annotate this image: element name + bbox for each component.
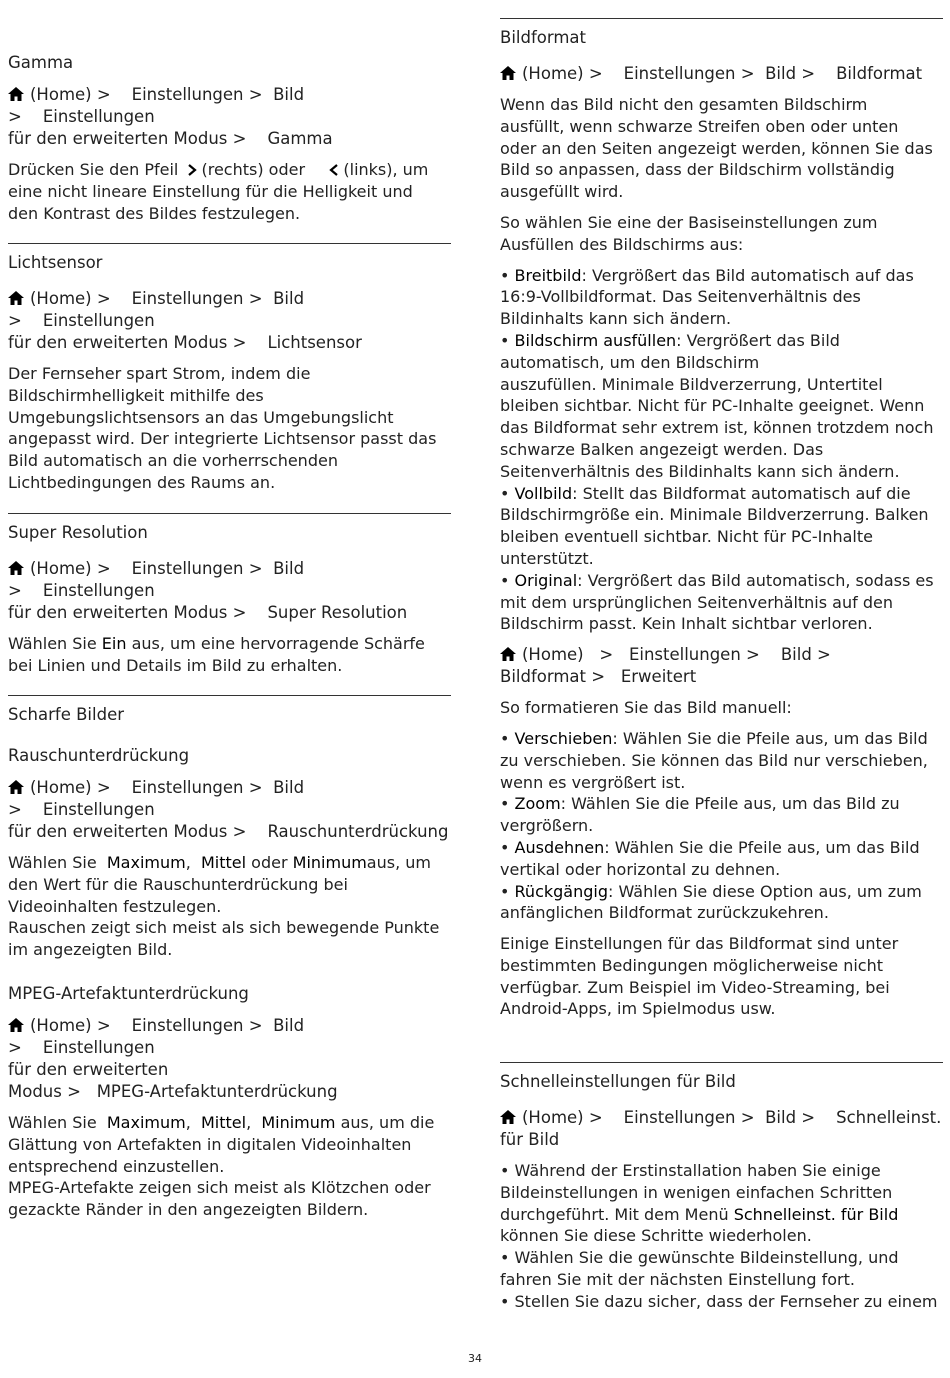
section-title: Schnelleinstellungen für Bild — [500, 1072, 736, 1091]
section-text: Wählen Sie Ein aus, um eine hervorragende Schärfe bei Linien und Details im Bild zu erhalten. — [8, 634, 425, 675]
section-gamma — [8, 52, 451, 224]
section-text: Der Fernseher spart Strom, indem die Bildschirmhelligkeit mithilfe des Umgebungslichtsensors an das Umgebungslicht angepasst wird. Der integrierte Lichtsensor passt das Bild automatisch an die vorherrschenden Lichtbedingungen des Raums an. — [8, 364, 437, 492]
chevron-left-icon — [329, 164, 339, 176]
section-mpeg — [8, 983, 451, 1221]
menu-path: (Home) > Einstellungen > Bild > Schnelleinst. für Bild — [500, 1108, 942, 1149]
page-number: 34 — [468, 1352, 482, 1365]
home-icon — [8, 291, 24, 305]
section-title: Gamma — [8, 53, 74, 72]
section-text: Wählen Sie Maximum, Mittel oder Minimumaus, um den Wert für die Rauschunterdrückung bei Videoinhalten festzulegen. Rauschen zeigt sich meist als sich bewegende Punkte im angezeigten Bild. — [8, 853, 440, 960]
menu-path: (Home) > Einstellungen > Bild > Einstellungen für den erweiterten Modus > Lichtsensor — [8, 289, 362, 352]
section-scharfe-bilder — [8, 695, 451, 961]
menu-path: (Home) > Einstellungen > Bild > Einstellungen für den erweiterten Modus > Rauschunterdrückung — [8, 778, 449, 841]
section-text: Drücken Sie den Pfeil (rechts) oder (links), um eine nicht lineare Einstellung für die Helligkeit und den Kontrast des Bildes festzulegen. — [8, 160, 429, 223]
menu-path: (Home) > Einstellungen > Bild > Bildformat — [500, 63, 943, 85]
home-icon — [500, 647, 516, 661]
home-icon — [8, 87, 24, 101]
basis-options: • Breitbild: Vergrößert das Bild automatisch auf das 16:9-Vollbildformat. Das Seitenverhältnis des Bildinhalts kann sich ändern. • Bildschirm ausfüllen: Vergrößert das Bild automatisch, um den Bildschirm auszufüllen. Minimale Bildverzerrung, Untertitel bleiben sichtbar. Nicht für PC-Inhalte geeignet. Wenn das Bildformat sehr extrem ist, können trotzdem noch schwarze Balken angezeigt werden. Das Seitenverhältnis des Bildinhalts kann sich ändern. • Vollbild: Stellt das Bildformat automatisch auf die Bildschirmgröße ein. Minimale Bildverzerrung. Balken bleiben eventuell sichtbar. Nicht für PC-Inhalte unterstützt. • Original: Vergrößert das Bild automatisch, sodass es mit dem ursprünglichen Seitenverhältnis auf den Bildschirm passt. Kein Inhalt sichtbar verloren. — [500, 265, 934, 634]
home-icon — [8, 561, 24, 575]
section-bildformat — [500, 18, 943, 1020]
manual-options: • Verschieben: Wählen Sie die Pfeile aus, um das Bild zu verschieben. Sie können das Bild nur verschieben, wenn es vergrößert ist. • Zoom: Wählen Sie die Pfeile aus, um das Bild zu vergrößern. • Ausdehnen: Wählen Sie die Pfeile aus, um das Bild vertikal oder horizontal zu dehnen. • Rückgängig: Wählen Sie diese Option aus, um zum anfänglichen Bildformat zurückzukehren. — [500, 728, 928, 923]
section-lichtsensor — [8, 243, 451, 494]
section-title: Scharfe Bilder — [8, 705, 124, 724]
chevron-right-icon — [187, 164, 197, 176]
home-icon — [500, 1110, 516, 1124]
section-title: Bildformat — [500, 28, 587, 47]
section-text: Wählen Sie Maximum, Mittel, Minimum aus, um die Glättung von Artefakten in digitalen Videoinhalten entsprechend einzustellen. MPEG-Artefakte zeigen sich meist als Klötzchen oder gezackte Ränder in den angezeigten Bildern. — [8, 1113, 435, 1220]
outro-text: Einige Einstellungen für das Bildformat sind unter bestimmten Bedingungen möglicherweise nicht verfügbar. Zum Beispiel im Video-Streaming, bei Android-Apps, im Spielmodus usw. — [500, 934, 899, 1019]
section-text: • Während der Erstinstallation haben Sie einige Bildeinstellungen in wenigen einfachen Schritten durchgeführt. Mit dem Menü Schnelleinst. für Bild können Sie diese Schritte wiederholen. • Wählen Sie die gewünschte Bildeinstellung, und fahren Sie mit der nächsten Einstellung fort. • Stellen Sie dazu sicher, dass der Fernseher zu einem — [500, 1161, 938, 1311]
home-icon — [8, 780, 24, 794]
section-schnelleinstellungen — [500, 1062, 943, 1313]
section-super-resolution — [8, 513, 451, 677]
section-title: MPEG-Artefaktunterdrückung — [8, 984, 249, 1003]
intro-text: Wenn das Bild nicht den gesamten Bildschirm ausfüllt, wenn schwarze Streifen oben oder unten oder an den Seiten angezeigt werden, können Sie das Bild so anpassen, dass der Bildschirm vollständig ausgefüllt wird. — [500, 95, 933, 202]
home-icon — [500, 66, 516, 80]
menu-path: (Home) > Einstellungen > Bild > Einstellungen für den erweiterten Modus > Super Resolution — [8, 559, 408, 622]
section-title: Lichtsensor — [8, 253, 103, 272]
section-title: Super Resolution — [8, 523, 148, 542]
menu-path: (Home) > Einstellungen > Bild > Einstellungen für den erweiterten Modus > MPEG-Artefaktunterdrückung — [8, 1016, 338, 1101]
menu-path: (Home) > Einstellungen > Bild > Einstellungen für den erweiterten Modus > Gamma — [8, 85, 333, 148]
home-icon — [8, 1018, 24, 1032]
basis-text: So wählen Sie eine der Basiseinstellungen zum Ausfüllen des Bildschirms aus: — [500, 212, 878, 254]
section-subtitle: Rauschunterdrückung — [8, 746, 190, 765]
manual-text: So formatieren Sie das Bild manuell: — [500, 698, 792, 718]
menu-path-erweitert: (Home) > Einstellungen > Bild > Bildformat > Erweitert — [500, 645, 831, 687]
